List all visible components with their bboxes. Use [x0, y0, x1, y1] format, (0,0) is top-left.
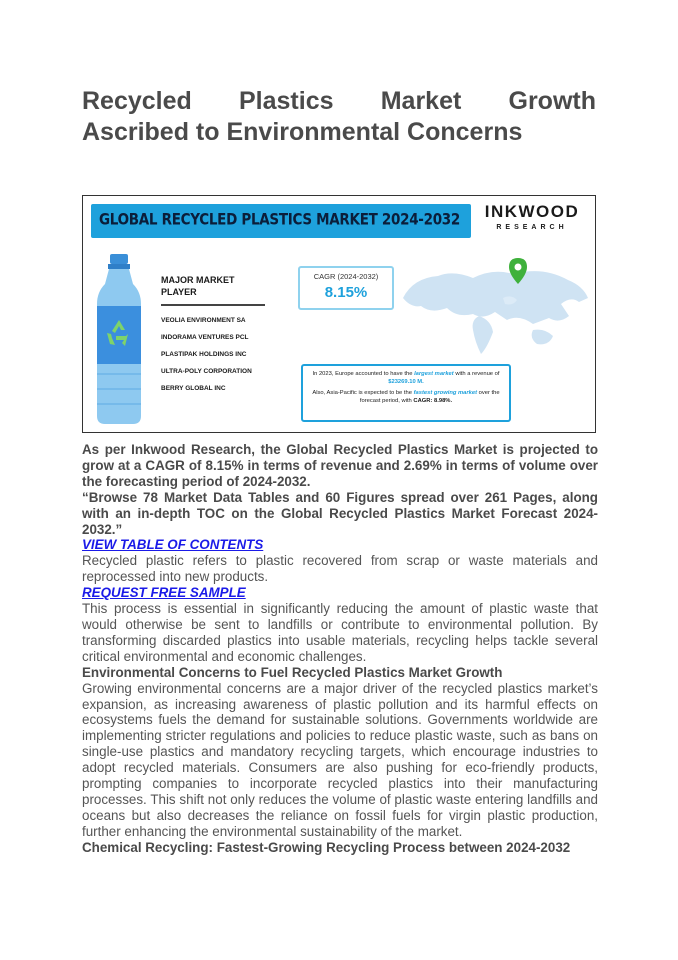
page-title: [82, 86, 596, 148]
brand-name: INKWOOD: [484, 202, 580, 221]
infographic-header-bar: [91, 204, 471, 238]
definition-paragraph: Recycled plastic refers to plastic recovered from scrap or waste materials and reprocessed into new products.: [82, 553, 598, 585]
infographic-title: GLOBAL RECYCLED PLASTICS MARKET 2024-2032: [99, 210, 460, 230]
view-toc-link[interactable]: VIEW TABLE OF CONTENTS: [82, 537, 264, 553]
brand-logo: [475, 202, 589, 240]
players-divider: [161, 304, 265, 306]
title-line-1: Recycled Plastics Market Growth: [82, 87, 596, 115]
plastic-bottle-icon: [95, 254, 143, 424]
cagr-label: CAGR (2024-2032): [313, 272, 379, 281]
request-sample-link[interactable]: REQUEST FREE SAMPLE: [82, 585, 246, 601]
browse-paragraph: “Browse 78 Market Data Tables and 60 Figures spread over 261 Pages, along with an in-depth TOC on the Global Recycled Plastics Market Forecast 2024- 2032.”: [82, 489, 598, 537]
cagr-value: 8.15%: [324, 284, 368, 301]
market-infographic: [82, 195, 596, 433]
region-note-box: [301, 364, 511, 422]
europe-note: In 2023, Europe accounted to have the largest market with a revenue of $23269.10 M.: [312, 371, 500, 385]
title-line-2: Ascribed to Environmental Concerns: [82, 118, 523, 146]
world-map-icon: [383, 258, 593, 358]
section-heading-environmental: Environmental Concerns to Fuel Recycled Plastics Market Growth: [82, 664, 503, 680]
environmental-paragraph: Growing environmental concerns are a major driver of the recycled plastics market’s expansion, as increasing awareness of plastic pollution and its harmful effects on ecosystems fuels the demand for sustainable solutions. Governments worldwide are implementing stricter regulations and policies to reduce plastic waste, such as bans on single-use plastics and mandatory recycling targets, which encourage industries to adopt recycled materials. Consumers are also pushing for eco-friendly products, prompting companies to incorporate recycled plastics into their manufacturing processes. This shift not only reduces the volume of plastic waste entering landfills and oceans but also decreases the reliance on fossil fuels for virgin plastic production, further enhancing the environmental sustainability of the market.: [82, 680, 598, 839]
brand-subtitle: RESEARCH: [496, 224, 568, 231]
player-item: PLASTIPAK HOLDINGS INC: [161, 351, 247, 358]
cagr-box: [298, 266, 394, 310]
article-body: [82, 442, 598, 856]
asia-pacific-note: Also, Asia-Pacific is expected to be the fastest growing market over the forecast period, with CAGR: 8.98%.: [312, 390, 500, 404]
players-list: [161, 316, 291, 401]
process-paragraph: This process is essential in significantly reducing the amount of plastic waste that would otherwise be sent to landfills or contribute to environmental pollution. By transforming discarded plastics into usable materials, recycling helps tackle several critical environmental and economic challenges.: [82, 601, 598, 664]
player-item: ULTRA-POLY CORPORATION: [161, 368, 252, 375]
intro-paragraph: As per Inkwood Research, the Global Recycled Plastics Market is projected to grow at a CAGR of 8.15% in terms of revenue and 2.69% in terms of volume over the forecasting period of 2024-2032.: [82, 442, 598, 489]
players-heading: MAJOR MARKET PLAYER: [161, 275, 235, 297]
player-item: INDORAMA VENTURES PCL: [161, 334, 249, 341]
player-item: VEOLIA ENVIRONMENT SA: [161, 317, 246, 324]
player-item: BERRY GLOBAL INC: [161, 385, 226, 392]
section-heading-chemical: Chemical Recycling: Fastest-Growing Recycling Process between 2024-2032: [82, 839, 571, 855]
